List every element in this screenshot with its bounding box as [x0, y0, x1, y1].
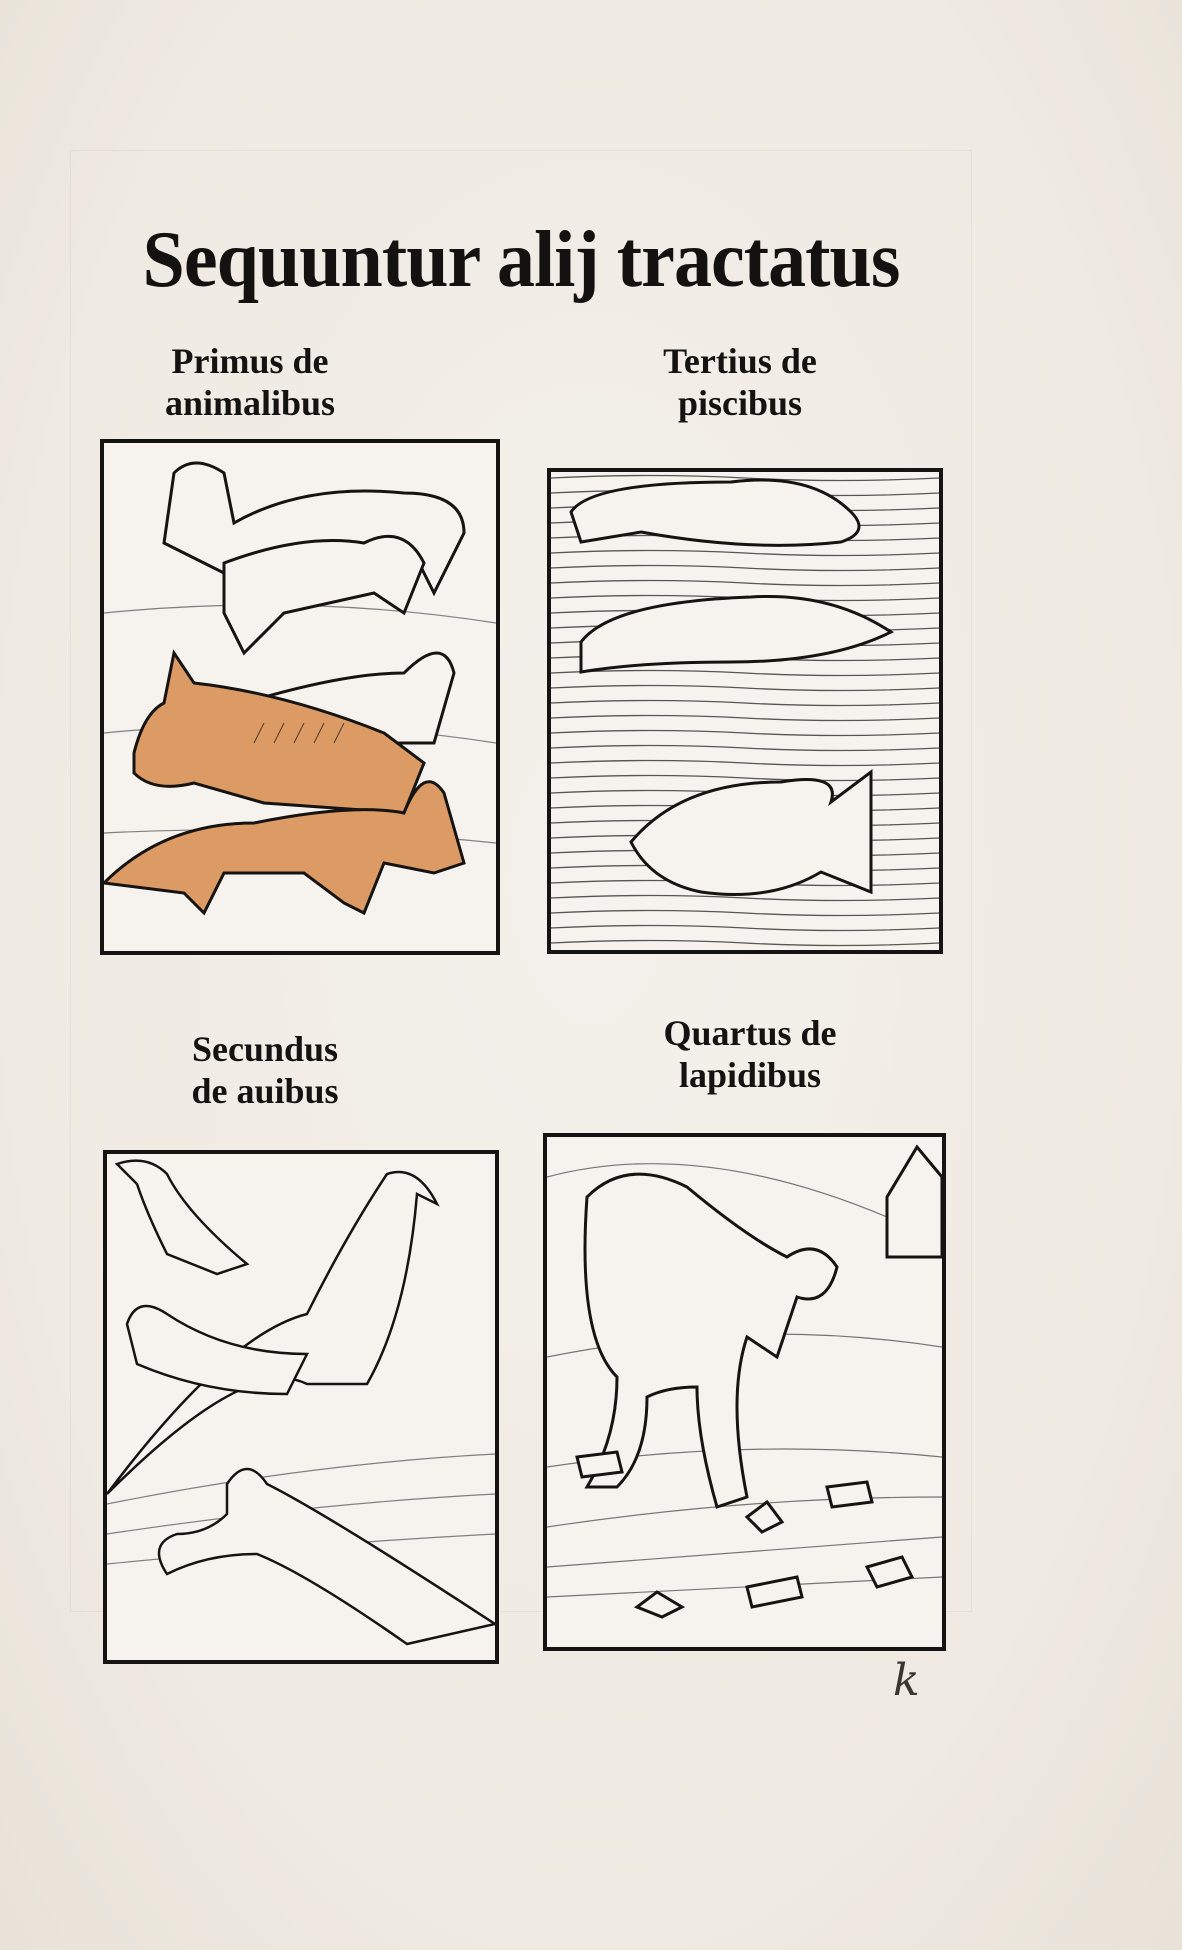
- caption-stones: [620, 1012, 880, 1096]
- woodcut-birds: [103, 1150, 499, 1664]
- water-line: [551, 746, 939, 751]
- birds-illustration: [107, 1154, 495, 1660]
- water-line: [551, 671, 939, 676]
- water-line: [551, 896, 939, 901]
- water-line: [551, 551, 939, 556]
- water-line: [551, 776, 939, 781]
- water-line: [551, 566, 939, 571]
- woodcut-fishes: [547, 468, 943, 954]
- water-line: [551, 911, 939, 916]
- caption-line: animalibus: [164, 383, 336, 423]
- water-line: [551, 686, 939, 691]
- stones-illustration: [547, 1137, 942, 1647]
- water-line: [551, 731, 939, 736]
- water-line: [551, 581, 939, 586]
- animals-illustration: [104, 443, 496, 951]
- water-line: [551, 761, 939, 766]
- caption-animals: [120, 340, 380, 424]
- fishes-illustration: [551, 472, 939, 950]
- caption-line: Tertius de: [663, 341, 817, 381]
- caption-fishes: [620, 340, 860, 424]
- caption-birds: [140, 1028, 390, 1112]
- caption-line: piscibus: [677, 383, 803, 423]
- caption-line: de auibus: [191, 1071, 339, 1111]
- woodcut-stones: [543, 1133, 946, 1651]
- water-line: [551, 701, 939, 706]
- water-line: [551, 716, 939, 721]
- caption-line: Quartus de: [663, 1013, 837, 1053]
- woodcut-animals: [100, 439, 500, 955]
- water-line: [551, 941, 939, 946]
- water-line: [551, 926, 939, 931]
- caption-line: Secundus: [191, 1029, 339, 1069]
- page-title: Sequuntur alij tractatus: [142, 216, 900, 304]
- caption-line: Primus de: [171, 341, 329, 381]
- signature-mark: k: [893, 1655, 920, 1706]
- caption-line: lapidibus: [678, 1055, 822, 1095]
